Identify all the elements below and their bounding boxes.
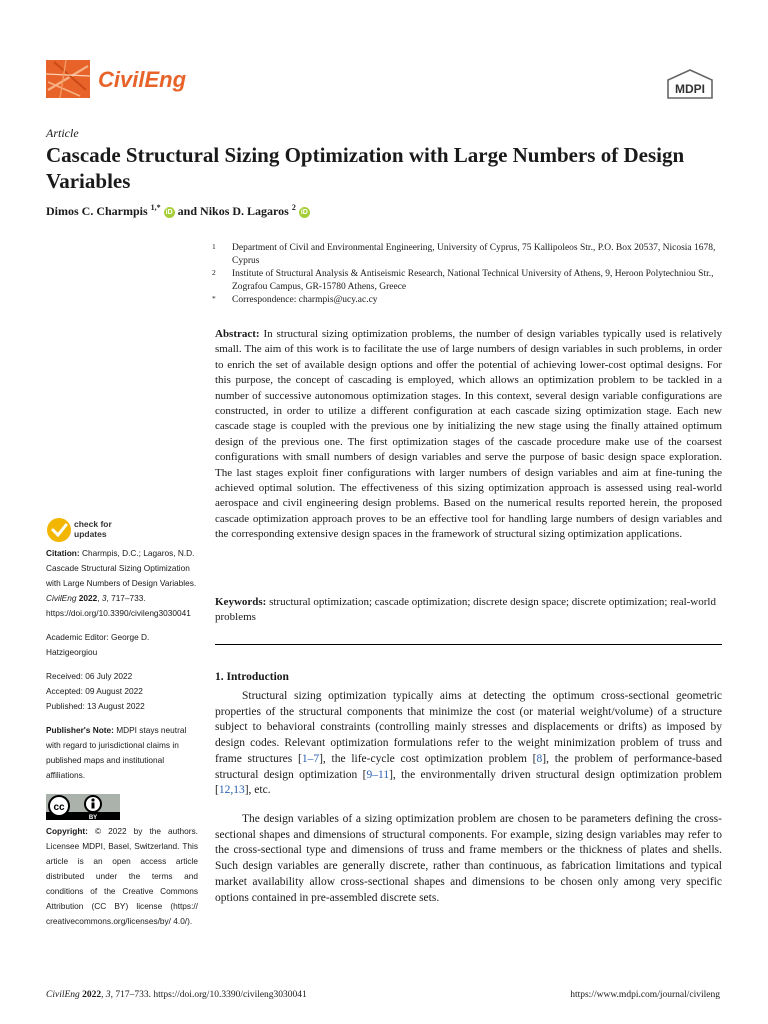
academic-editor: Academic Editor: George D. Hatzigeorgiou [46,632,150,657]
affiliation-item [212,294,722,307]
cc-by-label: BY [88,815,98,820]
author-name[interactable]: Dimos C. Charmpis [46,204,148,218]
keywords-text: structural optimization; cascade optimization; discrete design space; discrete optimization; real-world problems [215,596,716,624]
abstract [215,327,722,543]
check-updates-line1: check for [74,519,112,529]
accepted-date: Accepted: 09 August 2022 [46,686,143,696]
citation-link[interactable]: 9–11 [366,768,390,781]
affiliation-text: Department of Civil and Environmental Engineering, University of Cyprus, 75 Kallipoleos Str., P.O. Box 20537, Nicosia 1678, Cyprus [232,243,716,266]
citation-volume: 3 [101,593,107,603]
affiliation-number: 1 [212,242,216,251]
abstract-text: In structural sizing optimization problems, the number of design variables typically used is relatively small. The aim of this work is to facilitate the use of large numbers of design variables in such problems, in order to enrich the set of available design options and offer the potential of achieving lower-cost optimal designs. For this purpose, the concept of cascading is employed, which allows an optimization problem to be tackled in a number of successive autonomous optimization stages. In this context, several design variable configurations are constructed, in order to utilize a different configuration at each cascade sizing optimization stage. Each new cascade stage is coupled with the previous one by initializing the new stage using the finally attained optimum design of the previous one. The first optimization stages of the cascade procedure make use of the coarsest configurations with small numbers of design variables and serve the purpose of basic design space exploration. The last stages exploit finer configurations with larger numbers of design variables and aim at fine-tuning the achieved optimal solution. The effectiveness of this sizing optimization approach is assessed using real-world aerospace and civil engineering design problems. Based on the numerical results reported herein, the proposed cascade optimization approach proves to be an effective tool for handling large numbers of design variables and the corresponding extensive design spaces in the framework of structural sizing optimization applications. [215,328,723,541]
orcid-icon[interactable]: iD [165,209,173,216]
citation-journal: CivilEng [46,593,77,603]
affiliation-number: * [212,294,216,303]
author-name[interactable]: Nikos D. Lagaros [200,204,289,218]
citation-block: Citation: Charmpis, D.C.; Lagaros, N.D. Cascade Structural Sizing Optimization with Large Numbers of Design Variables. CivilEng 2022, 3, 717–733. https://doi.org/10.3390/civileng3030041 [46,548,197,618]
copyright-text: © 2022 by the authors. Licensee MDPI, Basel, Switzerland. This article is an open access article distributed under the terms and conditions of the Creative Commons Attribution (CC BY) license (https:// creativecommons.org/licenses/by/ 4.0/). [46,826,198,926]
citation-year: 2022 [78,593,98,603]
cc-by-license-icon[interactable] [46,794,120,820]
footer-journal-url[interactable]: https://www.mdpi.com/journal/civileng [570,990,720,1000]
civileng-logo-icon [46,60,90,98]
intro-paragraph: Structural sizing optimization typically aims at detecting the optimum cross-sectional geometric properties of the structural components that minimize the cost (or material weight/volume) of a structure subject to behavioral constraints (controlling mainly stresses and displacements or drifts) as imposed by design codes. Relevant optimization formulations refer to the weight minimization problem of truss and frame structures [1–7], the life-cycle cost optimization problem [8], the problem of performance-based structural design optimization [9–11], the environmentally driven structural design optimization problem [12,13], etc. [215,690,722,797]
affiliation-item [212,242,722,268]
author-line [46,203,310,219]
keywords-label: Keywords: [215,596,267,608]
mdpi-logo-icon [664,68,716,102]
citation-link[interactable]: 8 [536,752,543,765]
copyright-label: Copyright: [46,826,88,836]
citation-link[interactable]: 12,13 [218,784,245,797]
affiliation-number: 2 [212,268,216,277]
author-joiner: and [177,204,198,218]
affiliation-item [212,268,722,294]
affiliation-text: Institute of Structural Analysis & Antiseismic Research, National Technical University of Athens, 9, Heroon Polytechniou Str., Zografou Campus, GR-15780 Athens, Greece [232,269,714,292]
citation-text: Charmpis, D.C.; Lagaros, N.D. Cascade Structural Sizing Optimization with Large Numbers of Design Variables. [46,548,197,588]
svg-text:cc: cc [53,802,65,813]
paper-title: Cascade Structural Sizing Optimization with Large Numbers of Design Variables [46,143,685,193]
correspondence-text[interactable]: Correspondence: charmpis@ucy.ac.cy [232,295,378,305]
publisher-note-label: Publisher's Note: [46,725,114,735]
affiliations [212,242,722,307]
article-type: Article [46,126,79,140]
intro-paragraph: The design variables of a sizing optimization problem are chosen to be parameters defining the cross-sectional shapes and dimensions of structural components. For example, sizing design variables may refer to the cross-sectional type and dimensions of truss and frame members or the thickness of plates and shells. Such design variables are generally discrete, rather than continuous, as fabrication limitations and typical market availability allow cross-sectional shapes and dimensions to be chosen only among very specific options contained in pre-assembled discrete sets. [215,813,722,904]
section-heading: 1. Introduction [215,671,289,683]
section-divider [215,644,722,645]
citation-label: Citation: [46,548,80,558]
keywords [215,595,722,626]
orcid-icon[interactable]: iD [300,209,308,216]
copyright-block [46,824,198,929]
author-affiliation-marker: 1,* [150,203,161,212]
author-affiliation-marker: 2 [291,203,296,212]
published-date: Published: 13 August 2022 [46,701,145,711]
received-date: Received: 06 July 2022 [46,671,133,681]
check-for-updates-button[interactable] [46,517,146,547]
abstract-label: Abstract: [215,328,260,340]
sidebar [46,546,198,929]
footer-citation: CivilEng 2022, 3, 717–733. https://doi.org/10.3390/civileng3030041 [46,990,307,1000]
citation-link[interactable]: 1–7 [301,752,320,765]
publisher-note [46,723,198,783]
check-updates-icon [46,517,72,543]
check-updates-line2: updates [74,528,107,539]
mdpi-logo-text: MDPI [675,82,705,96]
footer-doi[interactable]: , 717–733. https://doi.org/10.3390/civileng3030041 [110,990,307,1000]
citation-rest[interactable]: , 717–733. https://doi.org/10.3390/civileng3030041 [46,593,191,618]
publisher-note-text: MDPI stays neutral with regard to jurisdictional claims in published maps and institutional affiliations. [46,725,187,780]
journal-name: CivilEng [98,67,187,92]
